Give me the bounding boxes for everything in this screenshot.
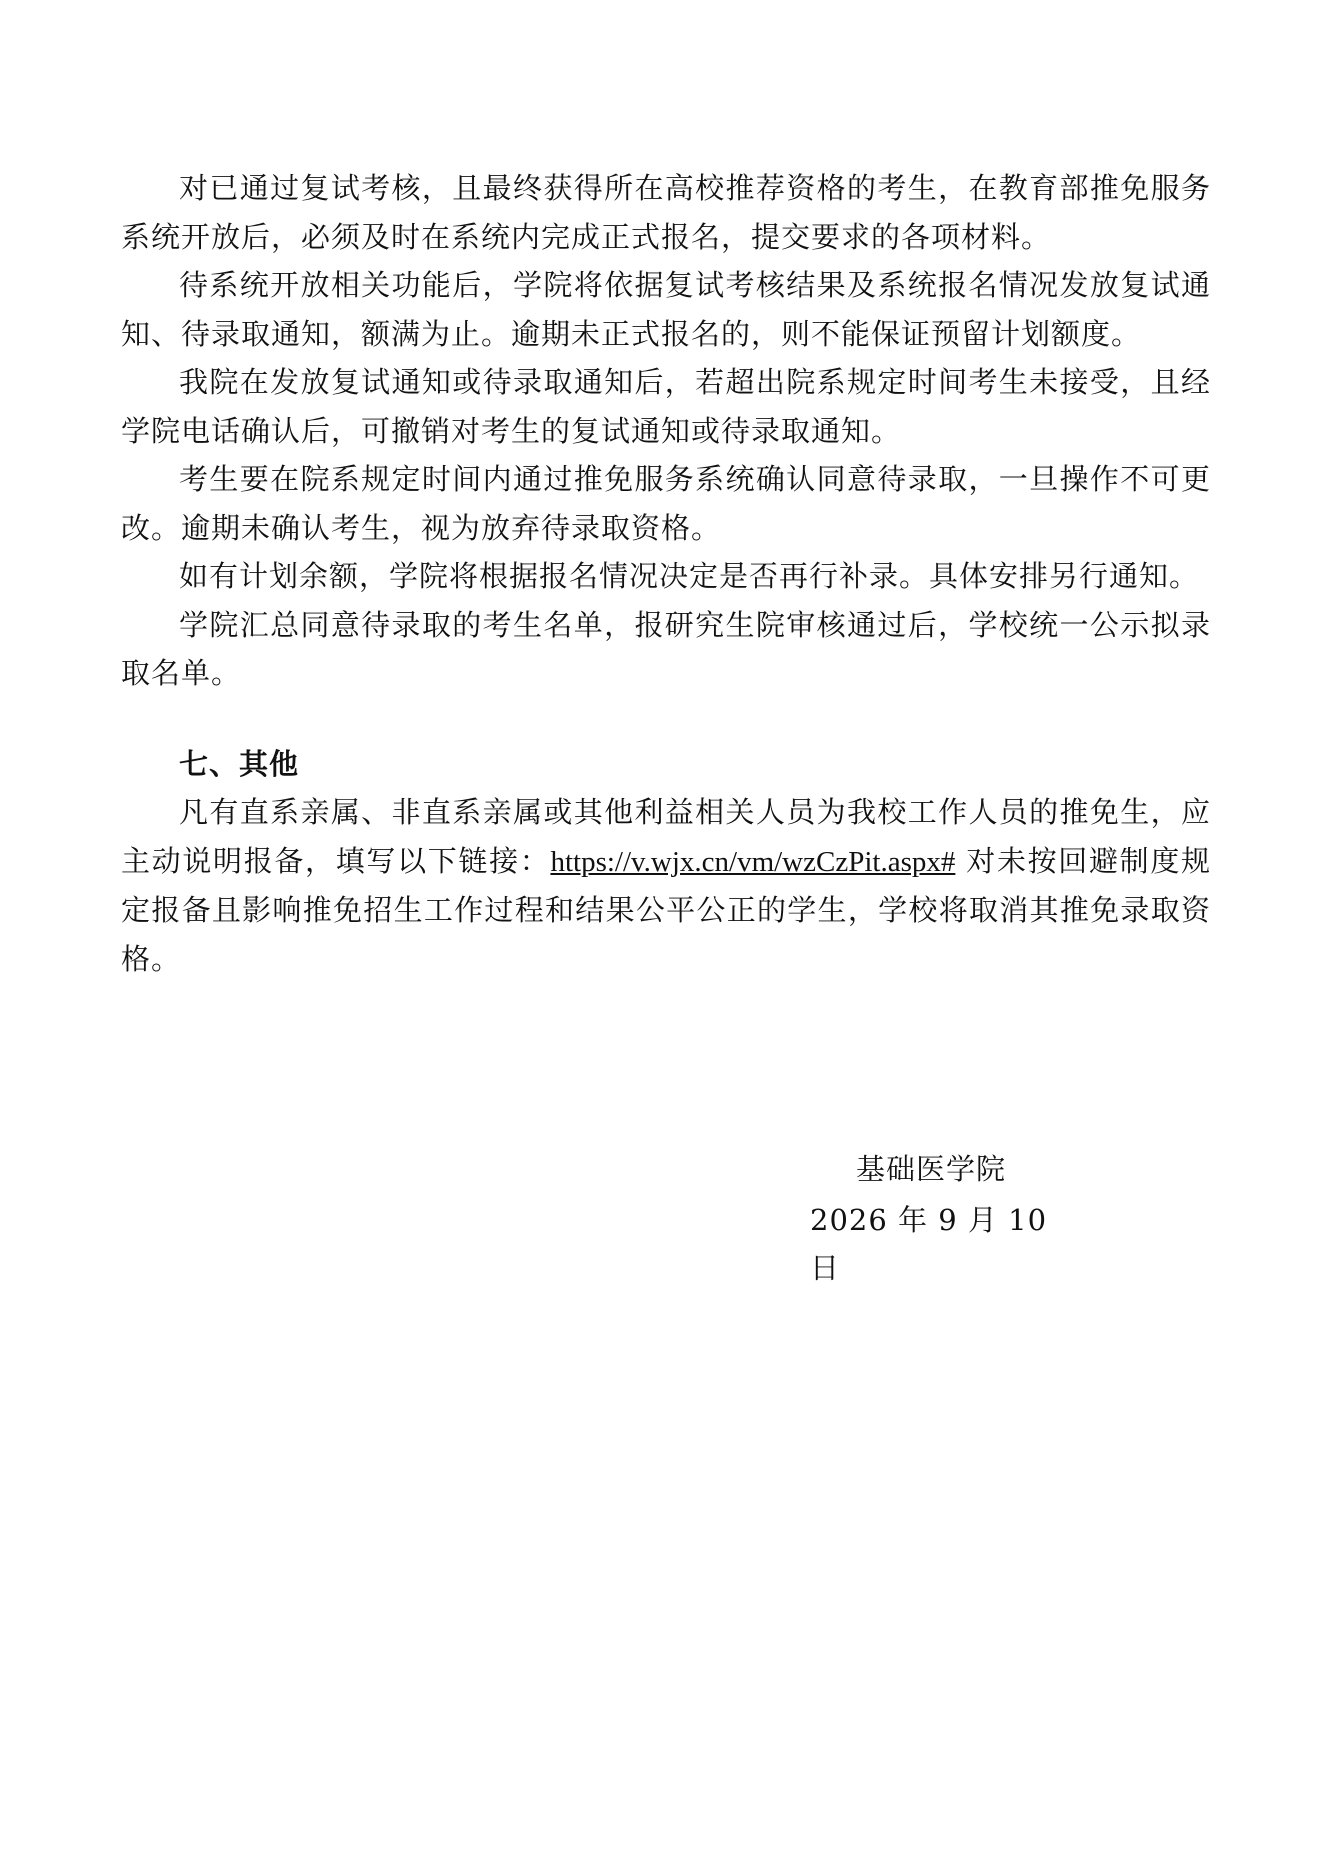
paragraph-acceptance-confirmation: 考生要在院系规定时间内通过推免服务系统确认同意待录取，一旦操作不可更改。逾期未确认考生，视为放弃待录取资格。	[121, 462, 1211, 545]
paragraph-notification-revocation: 我院在发放复试通知或待录取通知后，若超出院系规定时间考生未接受，且经学院电话确认后，可撤销对考生的复试通知或待录取通知。	[121, 365, 1211, 448]
recusal-text-end: 对未按回避制度规定报备且影响推免招生工作过程和结果公平公正的学生，学校将取消其推免录取资格。	[121, 843, 1211, 976]
paragraph-supplementary-admission: 如有计划余额，学院将根据报名情况决定是否再行补录。具体安排另行通知。	[179, 559, 1200, 593]
section-heading-other: 七、其他	[179, 746, 300, 781]
paragraph-formal-registration: 对已通过复试考核，且最终获得所在高校推荐资格的考生，在教育部推免服务系统开放后，必须及时在系统内完成正式报名，提交要求的各项材料。	[121, 171, 1211, 254]
signature-block	[810, 1145, 1070, 1292]
paragraph-notification-issuing: 待系统开放相关功能后，学院将依据复试考核结果及系统报名情况发放复试通知、待录取通知，额满为止。逾期未正式报名的，则不能保证预留计划额度。	[121, 268, 1211, 351]
signature-date: 2026 年 9 月 10 日	[810, 1203, 1048, 1285]
signature-organization: 基础医学院	[856, 1152, 1007, 1186]
document-body	[121, 164, 1211, 983]
paragraph-recusal-report	[121, 788, 1211, 983]
registration-link[interactable]: https://v.wjx.cn/vm/wzCzPit.aspx#	[550, 845, 956, 878]
paragraph-publicity: 学院汇总同意待录取的考生名单，报研究生院审核通过后，学校统一公示拟录取名单。	[121, 607, 1211, 690]
recusal-text-start: 凡有直系亲属、非直系亲属或其他利益相关人员为我校工作人员的推免生，应主动说明报备，填写以下链接：	[121, 795, 1211, 878]
